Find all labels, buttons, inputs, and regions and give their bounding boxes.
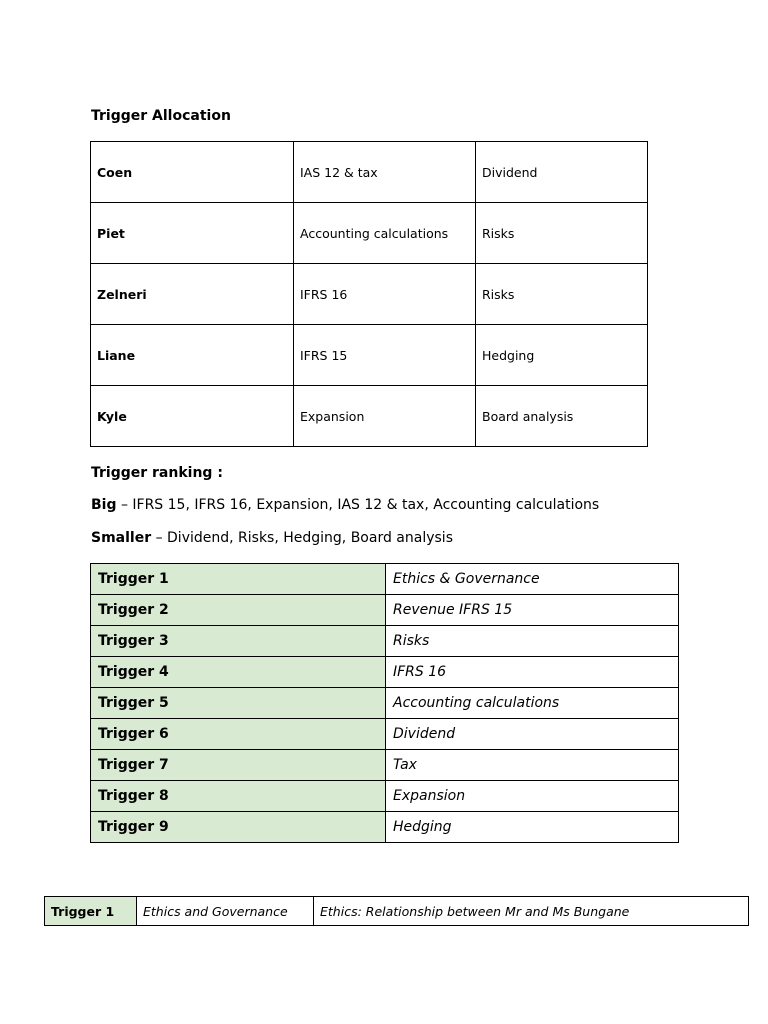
trigger-name: Trigger 4 — [91, 657, 386, 688]
ranking-big-line — [91, 497, 599, 513]
allocated-topic-1: IAS 12 & tax — [294, 142, 476, 203]
trigger-topic: Ethics & Governance — [386, 564, 679, 595]
table-row — [91, 203, 648, 264]
trigger-allocation-table — [90, 141, 648, 447]
table-row — [91, 657, 679, 688]
allocated-topic-1: IFRS 16 — [294, 264, 476, 325]
trigger-list-table — [90, 563, 679, 843]
trigger-topic: Hedging — [386, 812, 679, 843]
trigger-name: Trigger 6 — [91, 719, 386, 750]
ranking-smaller-text: – Dividend, Risks, Hedging, Board analysis — [151, 530, 453, 546]
table-row — [45, 897, 749, 926]
person-name: Coen — [91, 142, 294, 203]
trigger-name: Trigger 5 — [91, 688, 386, 719]
person-name: Piet — [91, 203, 294, 264]
allocated-topic-2: Dividend — [476, 142, 648, 203]
trigger-detail-table — [44, 896, 749, 926]
trigger-topic: Risks — [386, 626, 679, 657]
table-row — [91, 595, 679, 626]
person-name: Zelneri — [91, 264, 294, 325]
table-row — [91, 564, 679, 595]
person-name: Kyle — [91, 386, 294, 447]
trigger-name: Trigger 1 — [91, 564, 386, 595]
ranking-big-label: Big — [91, 497, 117, 513]
trigger-topic: IFRS 16 — [386, 657, 679, 688]
trigger-name: Trigger 9 — [91, 812, 386, 843]
table-row — [91, 626, 679, 657]
allocated-topic-1: Accounting calculations — [294, 203, 476, 264]
ranking-big-text: – IFRS 15, IFRS 16, Expansion, IAS 12 & tax, Accounting calculations — [116, 497, 600, 513]
trigger-topic: Expansion — [386, 781, 679, 812]
trigger-name: Trigger 7 — [91, 750, 386, 781]
table-row — [91, 325, 648, 386]
ranking-smaller-line — [91, 530, 453, 546]
trigger-name: Trigger 2 — [91, 595, 386, 626]
allocated-topic-2: Board analysis — [476, 386, 648, 447]
allocated-topic-1: Expansion — [294, 386, 476, 447]
table-row — [91, 386, 648, 447]
allocated-topic-1: IFRS 15 — [294, 325, 476, 386]
trigger-topic: Tax — [386, 750, 679, 781]
allocated-topic-2: Hedging — [476, 325, 648, 386]
table-row — [91, 750, 679, 781]
table-row — [91, 264, 648, 325]
page-title: Trigger Allocation — [91, 108, 231, 124]
table-row — [91, 688, 679, 719]
table-row — [91, 142, 648, 203]
detail-topic: Ethics and Governance — [137, 897, 314, 926]
ranking-heading: Trigger ranking : — [91, 465, 223, 481]
trigger-topic: Accounting calculations — [386, 688, 679, 719]
trigger-topic: Dividend — [386, 719, 679, 750]
trigger-name: Trigger 3 — [91, 626, 386, 657]
allocated-topic-2: Risks — [476, 264, 648, 325]
detail-trigger-name: Trigger 1 — [45, 897, 137, 926]
ranking-smaller-label: Smaller — [91, 530, 152, 546]
detail-note: Ethics: Relationship between Mr and Ms Bungane — [314, 897, 749, 926]
trigger-topic: Revenue IFRS 15 — [386, 595, 679, 626]
table-row — [91, 812, 679, 843]
trigger-name: Trigger 8 — [91, 781, 386, 812]
table-row — [91, 781, 679, 812]
person-name: Liane — [91, 325, 294, 386]
allocated-topic-2: Risks — [476, 203, 648, 264]
table-row — [91, 719, 679, 750]
